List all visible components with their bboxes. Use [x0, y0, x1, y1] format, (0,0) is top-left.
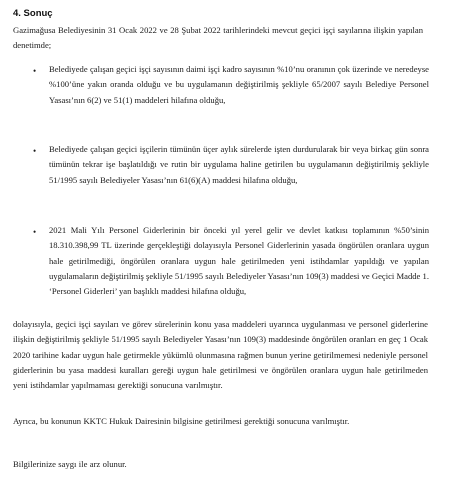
bullet-icon: •	[33, 66, 37, 76]
bullet-icon: •	[33, 227, 37, 237]
finding-text: Belediyede çalışan geçici işçilerin tümünün üçer aylık sürelerde işten durdurularak bir veya birkaç gün sonra tümünün tekrar işe başlatıldığı ve rutin bir uygulama haline getirilen bu uygulamanın değiştirilmiş şekliyle 51/1995 sayılı Belediyeler Yasası’nın 61(6)(A) maddesi hilafına olduğu,	[49, 144, 429, 185]
bullet-icon: •	[33, 146, 37, 156]
finding-text: Belediyede çalışan geçici işçi sayısının daimi işçi kadro sayısının %10’nu oranının çok üzerinde ve neredeyse %100’üne yakın oranda olduğu ve bu uygulamanın değiştirilmiş şekliyle 65/2007 sayılı Belediye Personel Yasası’nın 6(2) ve 51(1) maddeleri hilafına olduğu,	[49, 64, 429, 105]
closing-salutation: Bilgilerinize saygı ile arz olunur.	[13, 459, 127, 469]
finding-text: 2021 Mali Yılı Personel Giderlerinin bir önceki yıl yerel gelir ve devlet katkısı toplamının %50’sinin 18.310.398,99 TL üzerinde gerçekleştiği dolayısıyla Personel Giderlerinin yasada öngörülen oranlara uygun hale getirilmediği, öngörülen oranlara uygun hale getirilmeden yeni istihdamlar yapıldığı ve yapılan uygulamaların değiştirilmiş şekliyle 51/1995 sayılı Belediyeler Yasası’nın 109(3) maddesi ve Geçici Madde 1. ‘Personel Giderleri’ yan başlıklı maddesi hilafına olduğu,	[49, 225, 429, 297]
conclusion-paragraph: dolayısıyla, geçici işçi sayıları ve görev sürelerinin konu yasa maddeleri uyarınca uygulanması ve personel giderlerine ilişkin değiştirilmiş şekliyle 51/1995 sayılı Belediyeler Yasası’nın 109(3) maddesinde öngörülen oranları en geç 1 Ocak 2020 tarihine kadar uygun hale getirmekle yükümlü olunmasına rağmen bunun yerine getirilmemesi nedeniyle personel giderlerinin bu yasa maddesi kuralları gereği uygun hale getirilmesi ve öngörülen oranlara uygun hale getirilmeden yeni istihdamlar yapılmaması gerektiği sonucuna varılmıştır.	[13, 319, 428, 391]
intro-paragraph: Gazimağusa Belediyesinin 31 Ocak 2022 ve 28 Şubat 2022 tarihlerindeki mevcut geçici işçi sayılarına ilişkin yapılan denetimde;	[13, 25, 423, 51]
request-paragraph: Ayrıca, bu konunun KKTC Hukuk Dairesinin bilgisine getirilmesi gerektiği sonucuna varılmıştır.	[13, 416, 350, 426]
section-heading: 4. Sonuç	[13, 8, 53, 19]
